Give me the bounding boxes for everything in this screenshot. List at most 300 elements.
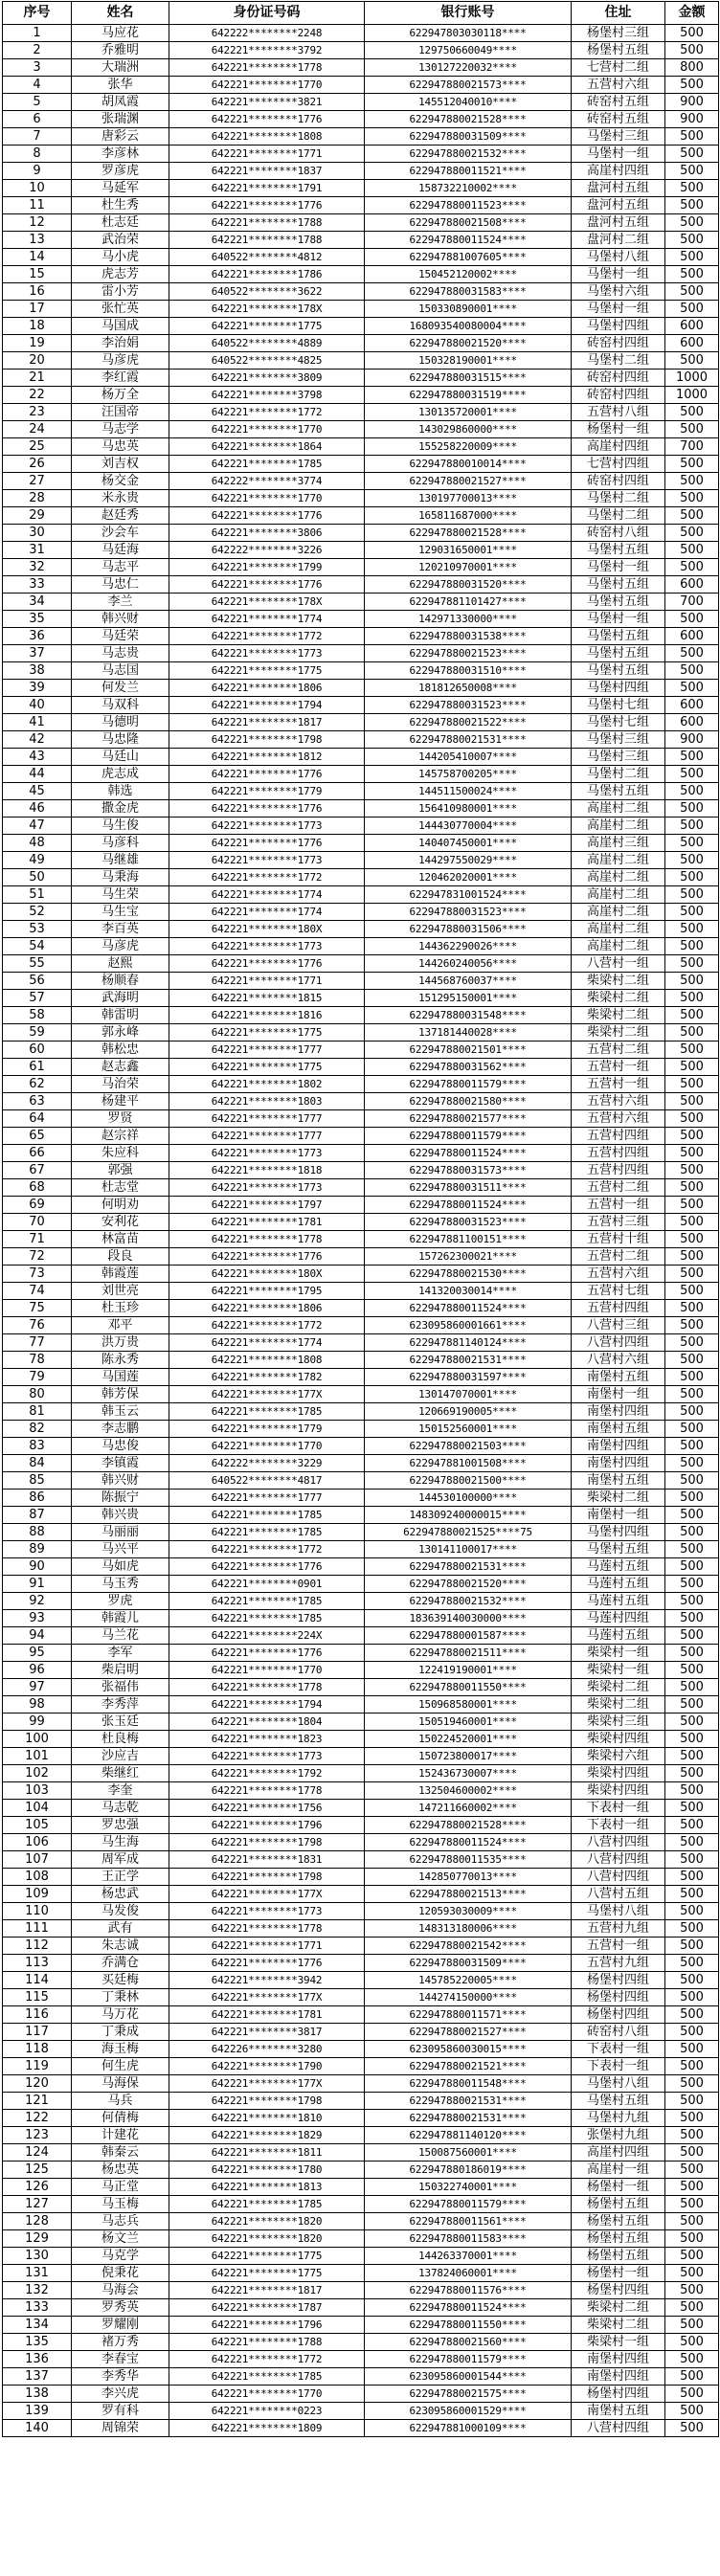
cell-name: 林富苗 bbox=[72, 1231, 169, 1248]
cell-bank-account: 622947880021528**** bbox=[365, 111, 572, 128]
cell-id-number: 642221********1816 bbox=[169, 1007, 365, 1024]
cell-id-number: 642221********1820 bbox=[169, 2213, 365, 2230]
cell-bank-account: 150452120002**** bbox=[365, 266, 572, 283]
cell-bank-account: 623095860001529**** bbox=[365, 2403, 572, 2420]
cell-seq: 92 bbox=[3, 1593, 72, 1610]
cell-amount: 500 bbox=[665, 818, 719, 835]
cell-address: 高崖村二组 bbox=[572, 869, 665, 886]
cell-amount: 500 bbox=[665, 1076, 719, 1093]
table-row bbox=[3, 1524, 719, 1541]
cell-seq: 136 bbox=[3, 2351, 72, 2368]
cell-address: 马堡村四组 bbox=[572, 318, 665, 335]
table-row bbox=[3, 2162, 719, 2179]
cell-name: 杜玉珍 bbox=[72, 1300, 169, 1317]
cell-seq: 105 bbox=[3, 1817, 72, 1834]
cell-id-number: 640522********4825 bbox=[169, 352, 365, 370]
cell-name: 韩秦云 bbox=[72, 2144, 169, 2162]
cell-address: 马堡村一组 bbox=[572, 301, 665, 318]
cell-bank-account: 129750660049**** bbox=[365, 42, 572, 59]
cell-bank-account: 156410980001**** bbox=[365, 800, 572, 818]
cell-address: 八营村四组 bbox=[572, 2420, 665, 2437]
cell-bank-account: 622947880011524**** bbox=[365, 2299, 572, 2317]
cell-id-number: 642221********1773 bbox=[169, 1748, 365, 1765]
cell-amount: 600 bbox=[665, 318, 719, 335]
cell-id-number: 642221********1778 bbox=[169, 1231, 365, 1248]
table-row bbox=[3, 1403, 719, 1421]
cell-seq: 47 bbox=[3, 818, 72, 835]
cell-seq: 100 bbox=[3, 1731, 72, 1748]
cell-seq: 140 bbox=[3, 2420, 72, 2437]
table-row bbox=[3, 1576, 719, 1593]
cell-seq: 131 bbox=[3, 2265, 72, 2282]
table-row bbox=[3, 2317, 719, 2334]
cell-name: 武治荣 bbox=[72, 232, 169, 249]
cell-amount: 500 bbox=[665, 559, 719, 576]
cell-name: 杨忠武 bbox=[72, 1886, 169, 1903]
cell-id-number: 642221********1773 bbox=[169, 1145, 365, 1162]
cell-amount: 500 bbox=[665, 1696, 719, 1714]
table-row bbox=[3, 25, 719, 42]
table-row bbox=[3, 1972, 719, 1989]
table-row bbox=[3, 1197, 719, 1214]
table-row bbox=[3, 1955, 719, 1972]
cell-bank-account: 622947880011550**** bbox=[365, 1679, 572, 1696]
cell-address: 砖窑村四组 bbox=[572, 473, 665, 490]
cell-amount: 500 bbox=[665, 749, 719, 766]
cell-seq: 116 bbox=[3, 2006, 72, 2024]
cell-name: 张福伟 bbox=[72, 1679, 169, 1696]
cell-bank-account: 622947881000109**** bbox=[365, 2420, 572, 2437]
table-row bbox=[3, 594, 719, 611]
cell-name: 朱应科 bbox=[72, 1145, 169, 1162]
cell-seq: 35 bbox=[3, 611, 72, 628]
cell-address: 马堡村五组 bbox=[572, 662, 665, 680]
cell-seq: 10 bbox=[3, 180, 72, 197]
cell-bank-account: 120593030009**** bbox=[365, 1903, 572, 1920]
cell-name: 杨建平 bbox=[72, 1093, 169, 1110]
cell-bank-account: 622947880186019**** bbox=[365, 2162, 572, 2179]
cell-name: 马生俊 bbox=[72, 818, 169, 835]
cell-address: 柴梁村二组 bbox=[572, 2299, 665, 2317]
cell-amount: 500 bbox=[665, 955, 719, 973]
cell-amount: 500 bbox=[665, 1679, 719, 1696]
cell-address: 马堡村三组 bbox=[572, 128, 665, 146]
cell-amount: 500 bbox=[665, 1524, 719, 1541]
cell-name: 韩兴贵 bbox=[72, 1507, 169, 1524]
cell-amount: 500 bbox=[665, 1386, 719, 1403]
cell-amount: 500 bbox=[665, 1231, 719, 1248]
cell-seq: 95 bbox=[3, 1645, 72, 1662]
cell-bank-account: 622947880011535**** bbox=[365, 1851, 572, 1869]
cell-seq: 16 bbox=[3, 283, 72, 301]
cell-id-number: 642221********1780 bbox=[169, 2162, 365, 2179]
table-row bbox=[3, 1369, 719, 1386]
header-seq: 序号 bbox=[3, 2, 72, 25]
cell-address: 马堡村一组 bbox=[572, 146, 665, 163]
cell-seq: 106 bbox=[3, 1834, 72, 1851]
cell-address: 南堡村五组 bbox=[572, 2403, 665, 2420]
cell-name: 唐彩云 bbox=[72, 128, 169, 146]
cell-amount: 500 bbox=[665, 490, 719, 507]
table-row bbox=[3, 1662, 719, 1679]
cell-bank-account: 622947880021580**** bbox=[365, 1093, 572, 1110]
cell-seq: 12 bbox=[3, 214, 72, 232]
cell-id-number: 642221********1779 bbox=[169, 783, 365, 800]
cell-name: 马志贵 bbox=[72, 645, 169, 662]
cell-address: 杨堡村五组 bbox=[572, 2196, 665, 2213]
cell-seq: 68 bbox=[3, 1179, 72, 1197]
cell-bank-account: 622947880031511**** bbox=[365, 1179, 572, 1197]
cell-id-number: 642221********1774 bbox=[169, 611, 365, 628]
cell-amount: 500 bbox=[665, 128, 719, 146]
cell-seq: 101 bbox=[3, 1748, 72, 1765]
table-row bbox=[3, 525, 719, 542]
table-row bbox=[3, 1989, 719, 2006]
cell-address: 高崖村二组 bbox=[572, 818, 665, 835]
cell-name: 张忙英 bbox=[72, 301, 169, 318]
cell-id-number: 642221********1776 bbox=[169, 766, 365, 783]
cell-id-number: 642221********1820 bbox=[169, 2230, 365, 2248]
cell-id-number: 642221********1777 bbox=[169, 1110, 365, 1128]
cell-address: 下表村一组 bbox=[572, 2058, 665, 2075]
cell-name: 马志学 bbox=[72, 421, 169, 438]
cell-address: 高崖村二组 bbox=[572, 886, 665, 904]
cell-bank-account: 130147070001**** bbox=[365, 1386, 572, 1403]
cell-name: 马国成 bbox=[72, 318, 169, 335]
cell-id-number: 642221********1771 bbox=[169, 146, 365, 163]
table-row bbox=[3, 456, 719, 473]
cell-name: 韩霞莲 bbox=[72, 1266, 169, 1283]
cell-seq: 88 bbox=[3, 1524, 72, 1541]
cell-bank-account: 622947880021532**** bbox=[365, 146, 572, 163]
cell-bank-account: 622947880031506**** bbox=[365, 921, 572, 938]
cell-seq: 118 bbox=[3, 2041, 72, 2058]
cell-seq: 15 bbox=[3, 266, 72, 283]
header-row bbox=[3, 2, 719, 25]
cell-name: 杨万全 bbox=[72, 387, 169, 404]
table-row bbox=[3, 2075, 719, 2093]
table-row bbox=[3, 1886, 719, 1903]
cell-amount: 500 bbox=[665, 180, 719, 197]
table-row bbox=[3, 2230, 719, 2248]
cell-bank-account: 142850770013**** bbox=[365, 1869, 572, 1886]
cell-seq: 4 bbox=[3, 77, 72, 94]
cell-amount: 500 bbox=[665, 42, 719, 59]
cell-name: 赵熙 bbox=[72, 955, 169, 973]
cell-bank-account: 623095860001661**** bbox=[365, 1317, 572, 1334]
table-row bbox=[3, 1042, 719, 1059]
cell-id-number: 642221********1785 bbox=[169, 2196, 365, 2213]
cell-name: 虎志成 bbox=[72, 766, 169, 783]
cell-name: 马兰花 bbox=[72, 1627, 169, 1645]
cell-id-number: 642222********2248 bbox=[169, 25, 365, 42]
cell-name: 韩玉云 bbox=[72, 1403, 169, 1421]
cell-name: 马彦虎 bbox=[72, 938, 169, 955]
table-row bbox=[3, 1248, 719, 1266]
cell-bank-account: 623095860001544**** bbox=[365, 2368, 572, 2386]
cell-name: 马兴平 bbox=[72, 1541, 169, 1558]
cell-bank-account: 623095860030015**** bbox=[365, 2041, 572, 2058]
cell-bank-account: 622947880031509**** bbox=[365, 128, 572, 146]
cell-id-number: 642221********1776 bbox=[169, 197, 365, 214]
cell-bank-account: 622947880011521**** bbox=[365, 163, 572, 180]
cell-bank-account: 148309240000015**** bbox=[365, 1507, 572, 1524]
cell-seq: 71 bbox=[3, 1231, 72, 1248]
cell-bank-account: 150322740001**** bbox=[365, 2179, 572, 2196]
cell-amount: 500 bbox=[665, 783, 719, 800]
table-row bbox=[3, 1472, 719, 1490]
cell-bank-account: 622947880011579**** bbox=[365, 2351, 572, 2368]
cell-amount: 900 bbox=[665, 111, 719, 128]
table-row bbox=[3, 180, 719, 197]
cell-amount: 500 bbox=[665, 266, 719, 283]
cell-id-number: 642221********1778 bbox=[169, 1782, 365, 1800]
cell-name: 丁秉林 bbox=[72, 1989, 169, 2006]
cell-seq: 113 bbox=[3, 1955, 72, 1972]
cell-bank-account: 622947880031548**** bbox=[365, 1007, 572, 1024]
cell-address: 马堡村一组 bbox=[572, 559, 665, 576]
table-row bbox=[3, 1714, 719, 1731]
table-row bbox=[3, 318, 719, 335]
cell-seq: 8 bbox=[3, 146, 72, 163]
cell-name: 赵志鑫 bbox=[72, 1059, 169, 1076]
cell-seq: 83 bbox=[3, 1438, 72, 1455]
table-row bbox=[3, 886, 719, 904]
cell-id-number: 642221********1772 bbox=[169, 404, 365, 421]
cell-seq: 122 bbox=[3, 2110, 72, 2127]
table-row bbox=[3, 59, 719, 77]
table-row bbox=[3, 852, 719, 869]
cell-id-number: 642221********224X bbox=[169, 1627, 365, 1645]
cell-seq: 132 bbox=[3, 2282, 72, 2299]
cell-seq: 65 bbox=[3, 1128, 72, 1145]
cell-bank-account: 622947880031562**** bbox=[365, 1059, 572, 1076]
cell-bank-account: 622947880021527**** bbox=[365, 473, 572, 490]
cell-seq: 97 bbox=[3, 1679, 72, 1696]
cell-name: 杜生秀 bbox=[72, 197, 169, 214]
table-row bbox=[3, 1834, 719, 1851]
cell-seq: 109 bbox=[3, 1886, 72, 1903]
cell-seq: 19 bbox=[3, 335, 72, 352]
cell-bank-account: 157262300021**** bbox=[365, 1248, 572, 1266]
cell-seq: 59 bbox=[3, 1024, 72, 1042]
cell-name: 郭永峰 bbox=[72, 1024, 169, 1042]
cell-amount: 500 bbox=[665, 1317, 719, 1334]
cell-name: 罗秀英 bbox=[72, 2299, 169, 2317]
cell-id-number: 642221********1775 bbox=[169, 2248, 365, 2265]
cell-bank-account: 120210970001**** bbox=[365, 559, 572, 576]
cell-seq: 18 bbox=[3, 318, 72, 335]
table-row bbox=[3, 1800, 719, 1817]
cell-amount: 500 bbox=[665, 1817, 719, 1834]
cell-address: 马堡村五组 bbox=[572, 1541, 665, 1558]
cell-amount: 900 bbox=[665, 731, 719, 749]
cell-bank-account: 622947880011561**** bbox=[365, 2213, 572, 2230]
cell-bank-account: 183639140030000**** bbox=[365, 1610, 572, 1627]
cell-seq: 124 bbox=[3, 2144, 72, 2162]
table-row bbox=[3, 1214, 719, 1231]
table-row bbox=[3, 904, 719, 921]
cell-id-number: 642221********1781 bbox=[169, 2006, 365, 2024]
table-row bbox=[3, 1007, 719, 1024]
cell-id-number: 642221********1808 bbox=[169, 128, 365, 146]
table-row bbox=[3, 680, 719, 697]
cell-seq: 28 bbox=[3, 490, 72, 507]
cell-id-number: 642221********1775 bbox=[169, 2265, 365, 2282]
cell-name: 杨顺春 bbox=[72, 973, 169, 990]
cell-id-number: 642221********1776 bbox=[169, 835, 365, 852]
cell-address: 盘河村五组 bbox=[572, 214, 665, 232]
cell-amount: 500 bbox=[665, 2041, 719, 2058]
table-row bbox=[3, 370, 719, 387]
table-row bbox=[3, 111, 719, 128]
cell-amount: 500 bbox=[665, 1972, 719, 1989]
cell-seq: 91 bbox=[3, 1576, 72, 1593]
cell-seq: 38 bbox=[3, 662, 72, 680]
cell-amount: 600 bbox=[665, 335, 719, 352]
cell-bank-account: 622947880021520**** bbox=[365, 1576, 572, 1593]
cell-address: 杨堡村五组 bbox=[572, 2213, 665, 2230]
cell-amount: 500 bbox=[665, 2282, 719, 2299]
cell-address: 五营村四组 bbox=[572, 1300, 665, 1317]
cell-bank-account: 148313180006**** bbox=[365, 1920, 572, 1938]
cell-seq: 129 bbox=[3, 2230, 72, 2248]
table-row bbox=[3, 214, 719, 232]
cell-id-number: 642221********1815 bbox=[169, 990, 365, 1007]
cell-id-number: 642221********1791 bbox=[169, 180, 365, 197]
cell-bank-account: 150224520001**** bbox=[365, 1731, 572, 1748]
table-row bbox=[3, 1490, 719, 1507]
table-row bbox=[3, 645, 719, 662]
cell-id-number: 642221********1813 bbox=[169, 2179, 365, 2196]
cell-bank-account: 130197700013**** bbox=[365, 490, 572, 507]
cell-bank-account: 137824060001**** bbox=[365, 2265, 572, 2282]
cell-address: 南堡村五组 bbox=[572, 1421, 665, 1438]
cell-amount: 500 bbox=[665, 404, 719, 421]
cell-address: 杨堡村四组 bbox=[572, 2386, 665, 2403]
cell-name: 买廷梅 bbox=[72, 1972, 169, 1989]
cell-bank-account: 622947881101427**** bbox=[365, 594, 572, 611]
cell-amount: 500 bbox=[665, 2386, 719, 2403]
table-row bbox=[3, 283, 719, 301]
cell-seq: 26 bbox=[3, 456, 72, 473]
cell-amount: 500 bbox=[665, 2248, 719, 2265]
cell-address: 马堡村五组 bbox=[572, 2093, 665, 2110]
cell-seq: 82 bbox=[3, 1421, 72, 1438]
table-row bbox=[3, 2144, 719, 2162]
cell-amount: 500 bbox=[665, 301, 719, 318]
table-row bbox=[3, 1869, 719, 1886]
table-row bbox=[3, 2265, 719, 2282]
cell-amount: 500 bbox=[665, 1197, 719, 1214]
cell-address: 柴梁村二组 bbox=[572, 1679, 665, 1696]
cell-address: 高崖村四组 bbox=[572, 2144, 665, 2162]
cell-address: 下表村一组 bbox=[572, 2041, 665, 2058]
cell-id-number: 642221********1776 bbox=[169, 1645, 365, 1662]
table-row bbox=[3, 2403, 719, 2420]
cell-seq: 110 bbox=[3, 1903, 72, 1920]
cell-amount: 500 bbox=[665, 1920, 719, 1938]
cell-bank-account: 622947880021511**** bbox=[365, 1645, 572, 1662]
table-row bbox=[3, 1610, 719, 1627]
cell-amount: 500 bbox=[665, 973, 719, 990]
table-row bbox=[3, 1334, 719, 1352]
cell-amount: 500 bbox=[665, 2162, 719, 2179]
cell-address: 马堡村三组 bbox=[572, 731, 665, 749]
cell-id-number: 642221********1779 bbox=[169, 1421, 365, 1438]
table-row bbox=[3, 1283, 719, 1300]
cell-amount: 500 bbox=[665, 283, 719, 301]
cell-address: 五营村一组 bbox=[572, 1059, 665, 1076]
cell-address: 南堡村四组 bbox=[572, 1403, 665, 1421]
cell-name: 乔满仓 bbox=[72, 1955, 169, 1972]
table-row bbox=[3, 1352, 719, 1369]
table-row bbox=[3, 1231, 719, 1248]
cell-seq: 114 bbox=[3, 1972, 72, 1989]
cell-address: 杨堡村一组 bbox=[572, 421, 665, 438]
cell-amount: 500 bbox=[665, 2196, 719, 2213]
cell-bank-account: 622947880021532**** bbox=[365, 1593, 572, 1610]
table-row bbox=[3, 2110, 719, 2127]
cell-amount: 1000 bbox=[665, 387, 719, 404]
cell-seq: 74 bbox=[3, 1283, 72, 1300]
cell-seq: 49 bbox=[3, 852, 72, 869]
cell-seq: 56 bbox=[3, 973, 72, 990]
cell-id-number: 642221********1785 bbox=[169, 1403, 365, 1421]
cell-amount: 500 bbox=[665, 542, 719, 559]
cell-address: 五营村九组 bbox=[572, 1920, 665, 1938]
cell-id-number: 642221********1778 bbox=[169, 59, 365, 77]
cell-id-number: 642221********1785 bbox=[169, 1610, 365, 1627]
cell-bank-account: 622947880021525****75 bbox=[365, 1524, 572, 1541]
cell-amount: 500 bbox=[665, 1782, 719, 1800]
cell-amount: 500 bbox=[665, 1886, 719, 1903]
cell-name: 周军成 bbox=[72, 1851, 169, 1869]
cell-address: 五营村四组 bbox=[572, 1162, 665, 1179]
cell-amount: 500 bbox=[665, 1869, 719, 1886]
cell-seq: 57 bbox=[3, 990, 72, 1007]
cell-id-number: 642221********1770 bbox=[169, 1438, 365, 1455]
cell-address: 盘河村五组 bbox=[572, 180, 665, 197]
cell-amount: 800 bbox=[665, 59, 719, 77]
cell-amount: 500 bbox=[665, 507, 719, 525]
cell-address: 柴梁村二组 bbox=[572, 2317, 665, 2334]
cell-seq: 54 bbox=[3, 938, 72, 955]
table-row bbox=[3, 2334, 719, 2351]
table-row bbox=[3, 1266, 719, 1283]
cell-seq: 69 bbox=[3, 1197, 72, 1214]
cell-name: 米永贵 bbox=[72, 490, 169, 507]
cell-amount: 500 bbox=[665, 1007, 719, 1024]
cell-address: 柴梁村一组 bbox=[572, 1662, 665, 1679]
cell-amount: 500 bbox=[665, 421, 719, 438]
cell-name: 陈振宁 bbox=[72, 1490, 169, 1507]
cell-seq: 90 bbox=[3, 1558, 72, 1576]
cell-name: 马治荣 bbox=[72, 1076, 169, 1093]
cell-amount: 500 bbox=[665, 1593, 719, 1610]
cell-id-number: 642221********1772 bbox=[169, 628, 365, 645]
cell-bank-account: 145758700205**** bbox=[365, 766, 572, 783]
table-row bbox=[3, 938, 719, 955]
cell-bank-account: 137181440028**** bbox=[365, 1024, 572, 1042]
cell-amount: 500 bbox=[665, 2213, 719, 2230]
cell-address: 八营村四组 bbox=[572, 1834, 665, 1851]
cell-address: 马堡村五组 bbox=[572, 628, 665, 645]
cell-name: 李治娟 bbox=[72, 335, 169, 352]
cell-seq: 22 bbox=[3, 387, 72, 404]
table-row bbox=[3, 749, 719, 766]
cell-seq: 87 bbox=[3, 1507, 72, 1524]
